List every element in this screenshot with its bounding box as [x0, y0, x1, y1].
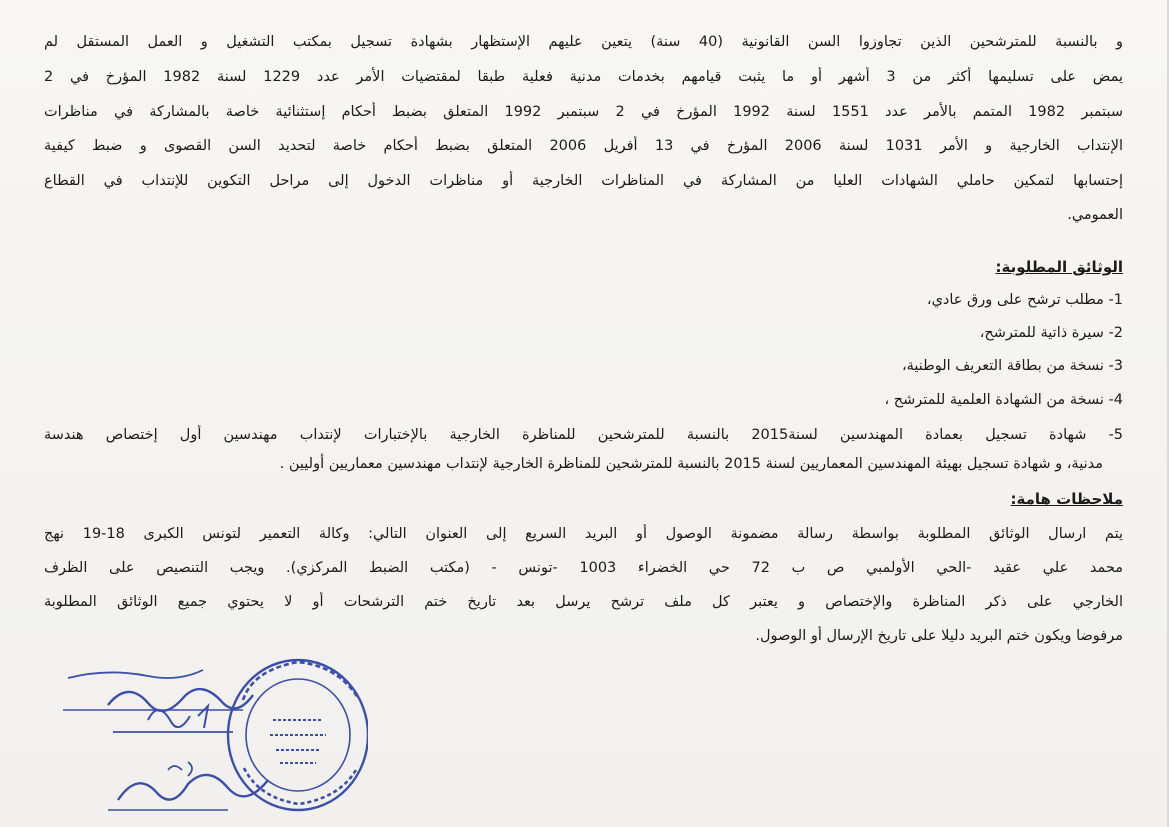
notes-line: يتم ارسال الوثائق المطلوبة بواسطة رسالة مضمونة الوصول أو البريد السريع إلى العنوان التالي: وكالة التعمير لتونس الكبرى 18-19 نهج [44, 526, 1123, 542]
notes-line: مرفوضا ويكون ختم البريد دليلا على تاريخ الإرسال أو الوصول. [755, 628, 1123, 644]
notes-line: محمد علي عقيد -الحي الأولمبي ص ب 72 حي الخضراء 1003 -تونس - (مكتب الضبط المركزي). ويجب التنصيص على الظرف [44, 560, 1123, 576]
list-item: 3- نسخة من بطاقة التعريف الوطنية، [901, 358, 1123, 374]
paragraph-line: العمومي. [1067, 207, 1123, 223]
paragraph-line: إحتسابها لتمكين حاملي الشهادات العليا من المشاركة في المناظرات الخارجية أو مناظرات الدخول إلى مراحل التكوين للإنتداب في القطاع [44, 173, 1123, 189]
paragraph-line: الإنتداب الخارجية و الأمر 1031 لسنة 2006 المؤرخ في 13 أفريل 2006 المتعلق بضبط أحكام خاصة لتحديد السن القصوى و ضبط كيفية [44, 138, 1123, 154]
documents-heading: الوثائق المطلوبة: [995, 258, 1123, 276]
list-item: 4- نسخة من الشهادة العلمية للمترشح ، [884, 392, 1123, 408]
list-item-continuation: مدنية، و شهادة تسجيل بهيئة المهندسين المعماريين لسنة 2015 بالنسبة للمترشحين للمناظرة الخارجية لإنتداب مهندسين معماريين أوليين . [279, 456, 1103, 472]
list-item: 2- سيرة ذاتية للمترشح، [979, 325, 1123, 341]
paragraph-line: و بالنسبة للمترشحين الذين تجاوزوا السن القانونية (40 سنة) يتعين عليهم الإستظهار بشهادة تسجيل بمكتب التشغيل و العمل المستقل لم [44, 34, 1123, 50]
notes-line: الخارجي على ذكر المناظرة والإختصاص و يعتبر كل ملف ترشح يرسل بعد تاريخ ختم الترشحات أو لا يحتوي جميع الوثائق المطلوبة [44, 594, 1123, 610]
signature-stamp [48, 650, 368, 820]
paragraph-line: سبتمبر 1982 المتمم بالأمر عدد 1551 لسنة 1992 المؤرخ في 2 سبتمبر 1992 المتعلق بضبط أحكام إستثنائية خاصة بالمشاركة في مناظرات [44, 104, 1123, 120]
paragraph-line: يمض على تسليمها أكثر من 3 أشهر أو ما يثبت قيامهم بخدمات مدنية فعلية طبقا لمقتضيات الأمر عدد 1229 لسنة 1982 المؤرخ في 2 [44, 69, 1123, 85]
list-item: 1- مطلب ترشح على ورق عادي، [926, 292, 1123, 308]
list-item: 5- شهادة تسجيل بعمادة المهندسين لسنة2015 بالنسبة للمترشحين للمناظرة الخارجية بالإختبارات لإنتداب مهندسين أول إختصاص هندسة [44, 427, 1123, 443]
notes-heading: ملاحظات هامة: [1010, 490, 1123, 508]
